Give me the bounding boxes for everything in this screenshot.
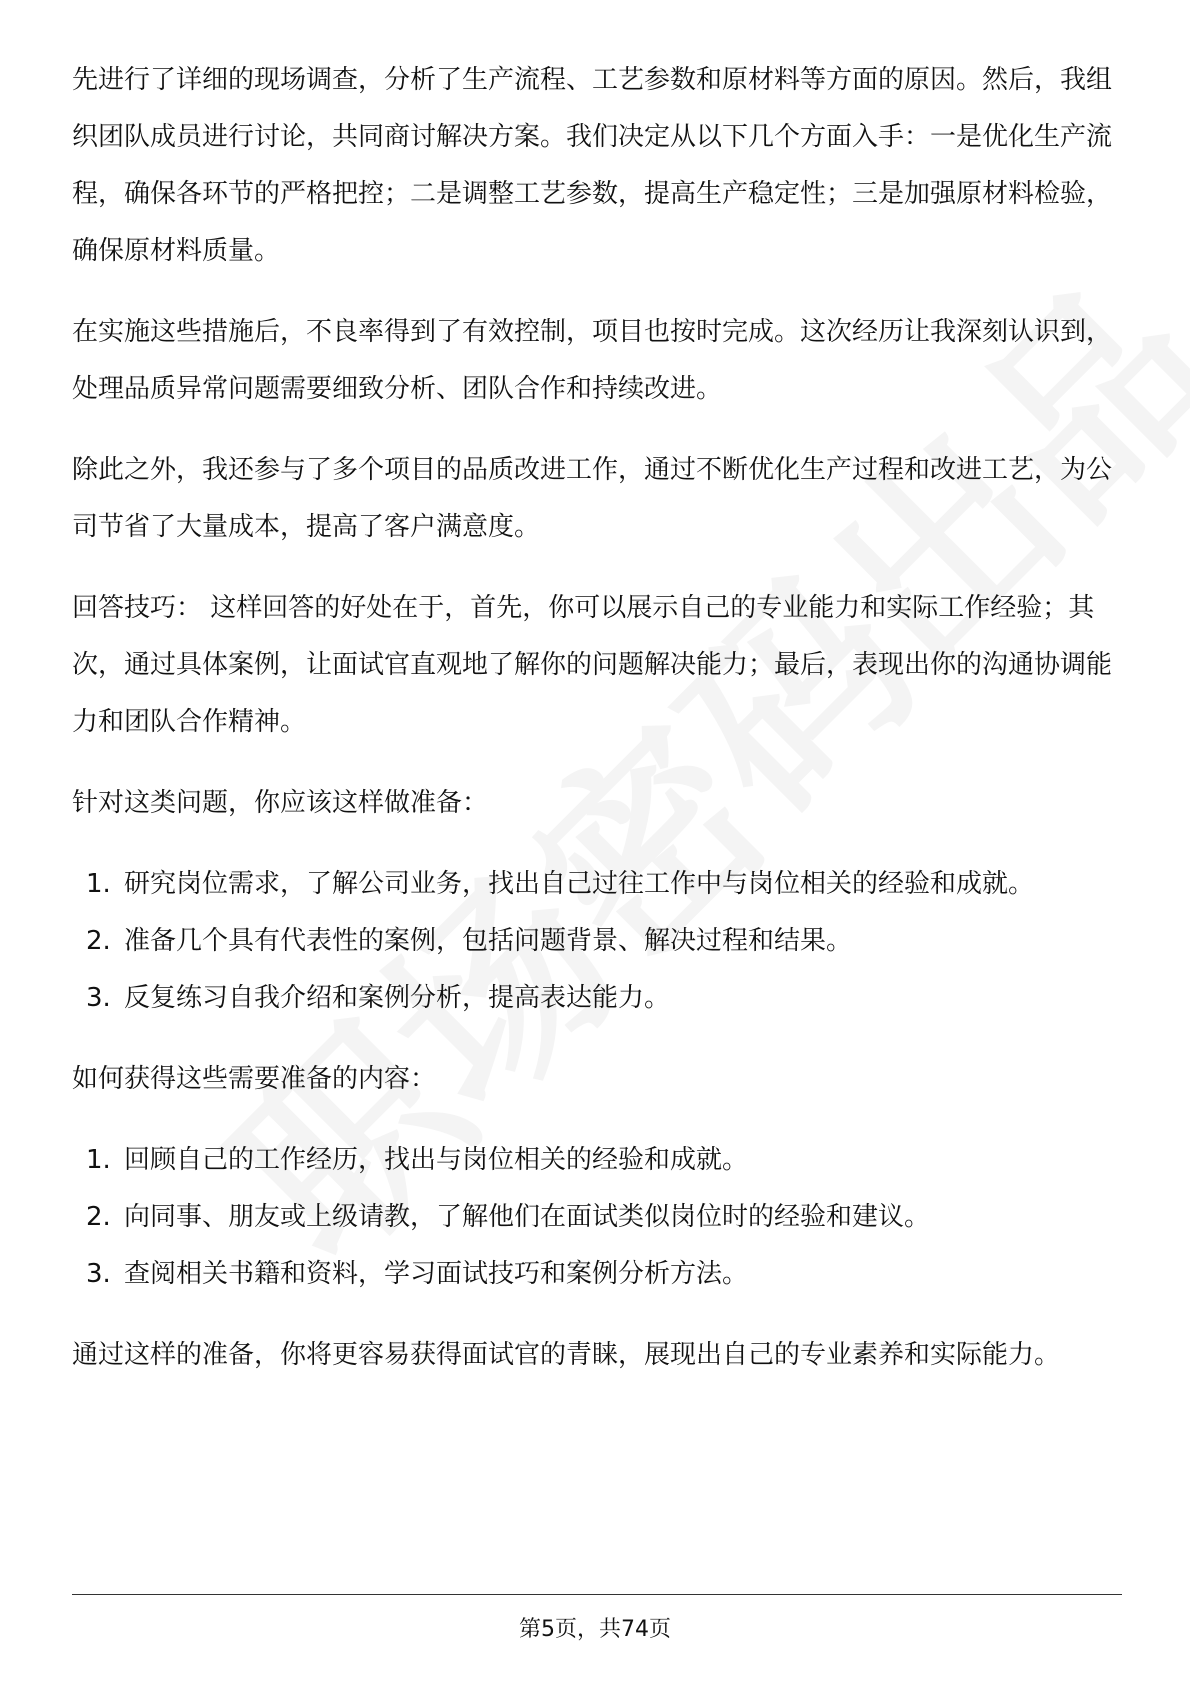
paragraph-additional: 除此之外，我还参与了多个项目的品质改进工作，通过不断优化生产过程和改进工艺，为公司节省了大量成本，提高了客户满意度。 bbox=[72, 455, 1113, 542]
list-item-text: 向同事、朋友或上级请教，了解他们在面试类似岗位时的经验和建议。 bbox=[124, 1202, 931, 1232]
list-item-number: 3. bbox=[86, 983, 111, 1013]
list-item bbox=[72, 1246, 1122, 1303]
paragraph-result: 在实施这些措施后，不良率得到了有效控制，项目也按时完成。这次经历让我深刻认识到，处理品质异常问题需要细致分析、团队合作和持续改进。 bbox=[72, 317, 1113, 404]
list-item-number: 1. bbox=[86, 1145, 111, 1175]
list-item bbox=[72, 1189, 1122, 1246]
list-item bbox=[72, 913, 1122, 970]
list-item-text: 回顾自己的工作经历，找出与岗位相关的经验和成就。 bbox=[124, 1145, 749, 1175]
list-item-text: 反复练习自我介绍和案例分析，提高表达能力。 bbox=[124, 983, 671, 1013]
list-item-number: 2. bbox=[86, 1202, 111, 1232]
paragraph-preparation-intro: 针对这类问题，你应该这样做准备： bbox=[72, 788, 489, 818]
document-body bbox=[72, 52, 1122, 1408]
list-item bbox=[72, 856, 1122, 913]
list-item-text: 查阅相关书籍和资料，学习面试技巧和案例分析方法。 bbox=[124, 1259, 749, 1289]
list-item bbox=[72, 970, 1122, 1027]
paragraph-answer-tips: 回答技巧： 这样回答的好处在于，首先，你可以展示自己的专业能力和实际工作经验；其次，通过具体案例，让面试官直观地了解你的问题解决能力；最后，表现出你的沟通协调能力和团队合作精神。 bbox=[72, 593, 1113, 737]
paragraph-closing: 通过这样的准备，你将更容易获得面试官的青睐，展现出自己的专业素养和实际能力。 bbox=[72, 1340, 1061, 1370]
footer-divider bbox=[72, 1594, 1122, 1595]
list-item-text: 准备几个具有代表性的案例，包括问题背景、解决过程和结果。 bbox=[124, 926, 853, 956]
preparation-list bbox=[72, 856, 1122, 1027]
list-item bbox=[72, 1132, 1122, 1189]
paragraph-investigation: 先进行了详细的现场调查，分析了生产流程、工艺参数和原材料等方面的原因。然后，我组织团队成员进行讨论，共同商讨解决方案。我们决定从以下几个方面入手：一是优化生产流程，确保各环节的严格把控；二是调整工艺参数，提高生产稳定性；三是加强原材料检验，确保原材料质量。 bbox=[72, 65, 1113, 266]
list-item-number: 2. bbox=[86, 926, 111, 956]
paragraph-how-to-get: 如何获得这些需要准备的内容： bbox=[72, 1064, 437, 1094]
list-item-number: 1. bbox=[86, 869, 111, 899]
sources-list bbox=[72, 1132, 1122, 1303]
page-number: 第5页，共74页 bbox=[519, 1617, 671, 1642]
list-item-text: 研究岗位需求，了解公司业务，找出自己过往工作中与岗位相关的经验和成就。 bbox=[124, 869, 1035, 899]
list-item-number: 3. bbox=[86, 1259, 111, 1289]
